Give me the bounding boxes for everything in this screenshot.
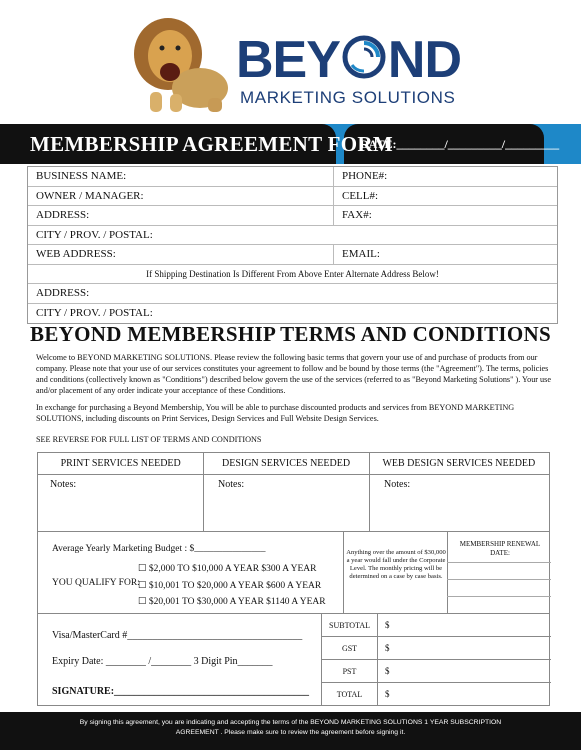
owner-field[interactable]: OWNER / MANAGER: bbox=[28, 187, 334, 206]
email-field[interactable]: EMAIL: bbox=[342, 248, 380, 260]
budget-field[interactable]: Average Yearly Marketing Budget : $_______________ bbox=[52, 544, 266, 554]
terms-reverse-note: SEE REVERSE FOR FULL LIST OF TERMS AND CONDITIONS bbox=[36, 435, 262, 444]
card-number-field[interactable]: Visa/MasterCard #___________________________________ bbox=[52, 630, 303, 641]
web-address-field[interactable]: WEB ADDRESS: bbox=[28, 245, 334, 264]
fax-field[interactable]: FAX#: bbox=[342, 209, 372, 221]
phone-field[interactable]: PHONE#: bbox=[342, 170, 388, 182]
business-info-table bbox=[27, 166, 558, 324]
tier-option-1[interactable]: ☐ $2,000 TO $10,000 A YEAR $300 A YEAR bbox=[138, 564, 317, 574]
city-field[interactable]: CITY / PROV. / POSTAL: bbox=[36, 228, 153, 241]
brand-subtitle: MARKETING SOLUTIONS bbox=[240, 88, 456, 107]
cell-field[interactable]: CELL#: bbox=[342, 189, 379, 202]
subtotal-row: SUBTOTAL $ bbox=[322, 614, 551, 637]
corporate-note: Anything over the amount of $30,000 a year would fall under the Corporate Level. The monthly pricing will be determined on a case by case basis. bbox=[346, 549, 446, 580]
terms-paragraph-1: Welcome to BEYOND MARKETING SOLUTIONS. Please review the following basic terms that govern your use of and purchase of products from our company. Please note that your use of our services constitutes your agreement to follow and be bound by those terms (the "Agreement"). The terms, policies and conditions (collectively known as "Conditions") described below govern the use of the services (referred to as "Beyond Marketing Solutions" ). Your use and/or placement of any order indicate your acceptance of these Conditions. bbox=[36, 353, 551, 395]
footer-agreement-text: By signing this agreement, you are indicating and accepting the terms of the BEYOND MARKETING SOLUTIONS 1 YEAR SUBSCRIPTION AGREEMENT . Please make sure to review the agreement before signing it. bbox=[79, 719, 502, 736]
form-title: MEMBERSHIP AGREEMENT FORM bbox=[30, 132, 393, 156]
brand-wordmark: BEY ND bbox=[236, 31, 462, 89]
print-services-header: PRINT SERVICES NEEDED bbox=[60, 458, 181, 469]
gst-row: GST $ bbox=[322, 637, 551, 660]
renewal-date-label: MEMBERSHIP RENEWAL DATE: bbox=[459, 540, 541, 557]
shipping-note: If Shipping Destination Is Different From Above Enter Alternate Address Below! bbox=[146, 268, 439, 279]
totals-table bbox=[321, 614, 551, 706]
tier-option-2[interactable]: ☐ $10,001 TO $20,000 A YEAR $600 A YEAR bbox=[138, 581, 322, 591]
alt-city-field[interactable]: CITY / PROV. / POSTAL: bbox=[36, 306, 153, 319]
business-name-field[interactable]: BUSINESS NAME: bbox=[28, 167, 334, 186]
print-notes-field[interactable]: Notes: bbox=[50, 479, 77, 490]
terms-paragraph-2: In exchange for purchasing a Beyond Membership, You will be able to purchase discounted products and services from BEYOND MARKETING SOLUTIONS, including discounts on Print Services, Design Services and Full Website Design Services. bbox=[36, 403, 515, 423]
web-notes-field[interactable]: Notes: bbox=[384, 479, 411, 490]
signature-field[interactable]: SIGNATURE:_______________________________________ bbox=[52, 686, 310, 697]
lion-logo-icon bbox=[130, 12, 230, 116]
footer bbox=[0, 712, 581, 750]
address-field[interactable]: ADDRESS: bbox=[28, 206, 334, 225]
web-services-header: WEB DESIGN SERVICES NEEDED bbox=[382, 458, 536, 469]
payment-section bbox=[37, 614, 550, 706]
expiry-pin-field[interactable]: Expiry Date: ________ /________ 3 Digit Pin_______ bbox=[52, 656, 273, 667]
swirl-o-icon bbox=[342, 35, 386, 79]
services-table bbox=[37, 452, 550, 532]
tier-option-3[interactable]: ☐ $20,001 TO $30,000 A YEAR $1140 A YEAR bbox=[138, 597, 326, 607]
date-field[interactable]: DATE:________/_________/_________ bbox=[360, 137, 560, 151]
design-notes-field[interactable]: Notes: bbox=[218, 479, 245, 490]
budget-section bbox=[37, 532, 550, 614]
alt-address-field[interactable]: ADDRESS: bbox=[36, 287, 90, 299]
qualify-label: YOU QUALIFY FOR: bbox=[52, 578, 140, 588]
total-row: TOTAL $ bbox=[322, 683, 551, 706]
title-bar bbox=[0, 124, 581, 164]
design-services-header: DESIGN SERVICES NEEDED bbox=[221, 458, 351, 469]
header bbox=[0, 0, 581, 122]
pst-row: PST $ bbox=[322, 660, 551, 683]
terms-title: BEYOND MEMBERSHIP TERMS AND CONDITIONS bbox=[30, 322, 551, 346]
